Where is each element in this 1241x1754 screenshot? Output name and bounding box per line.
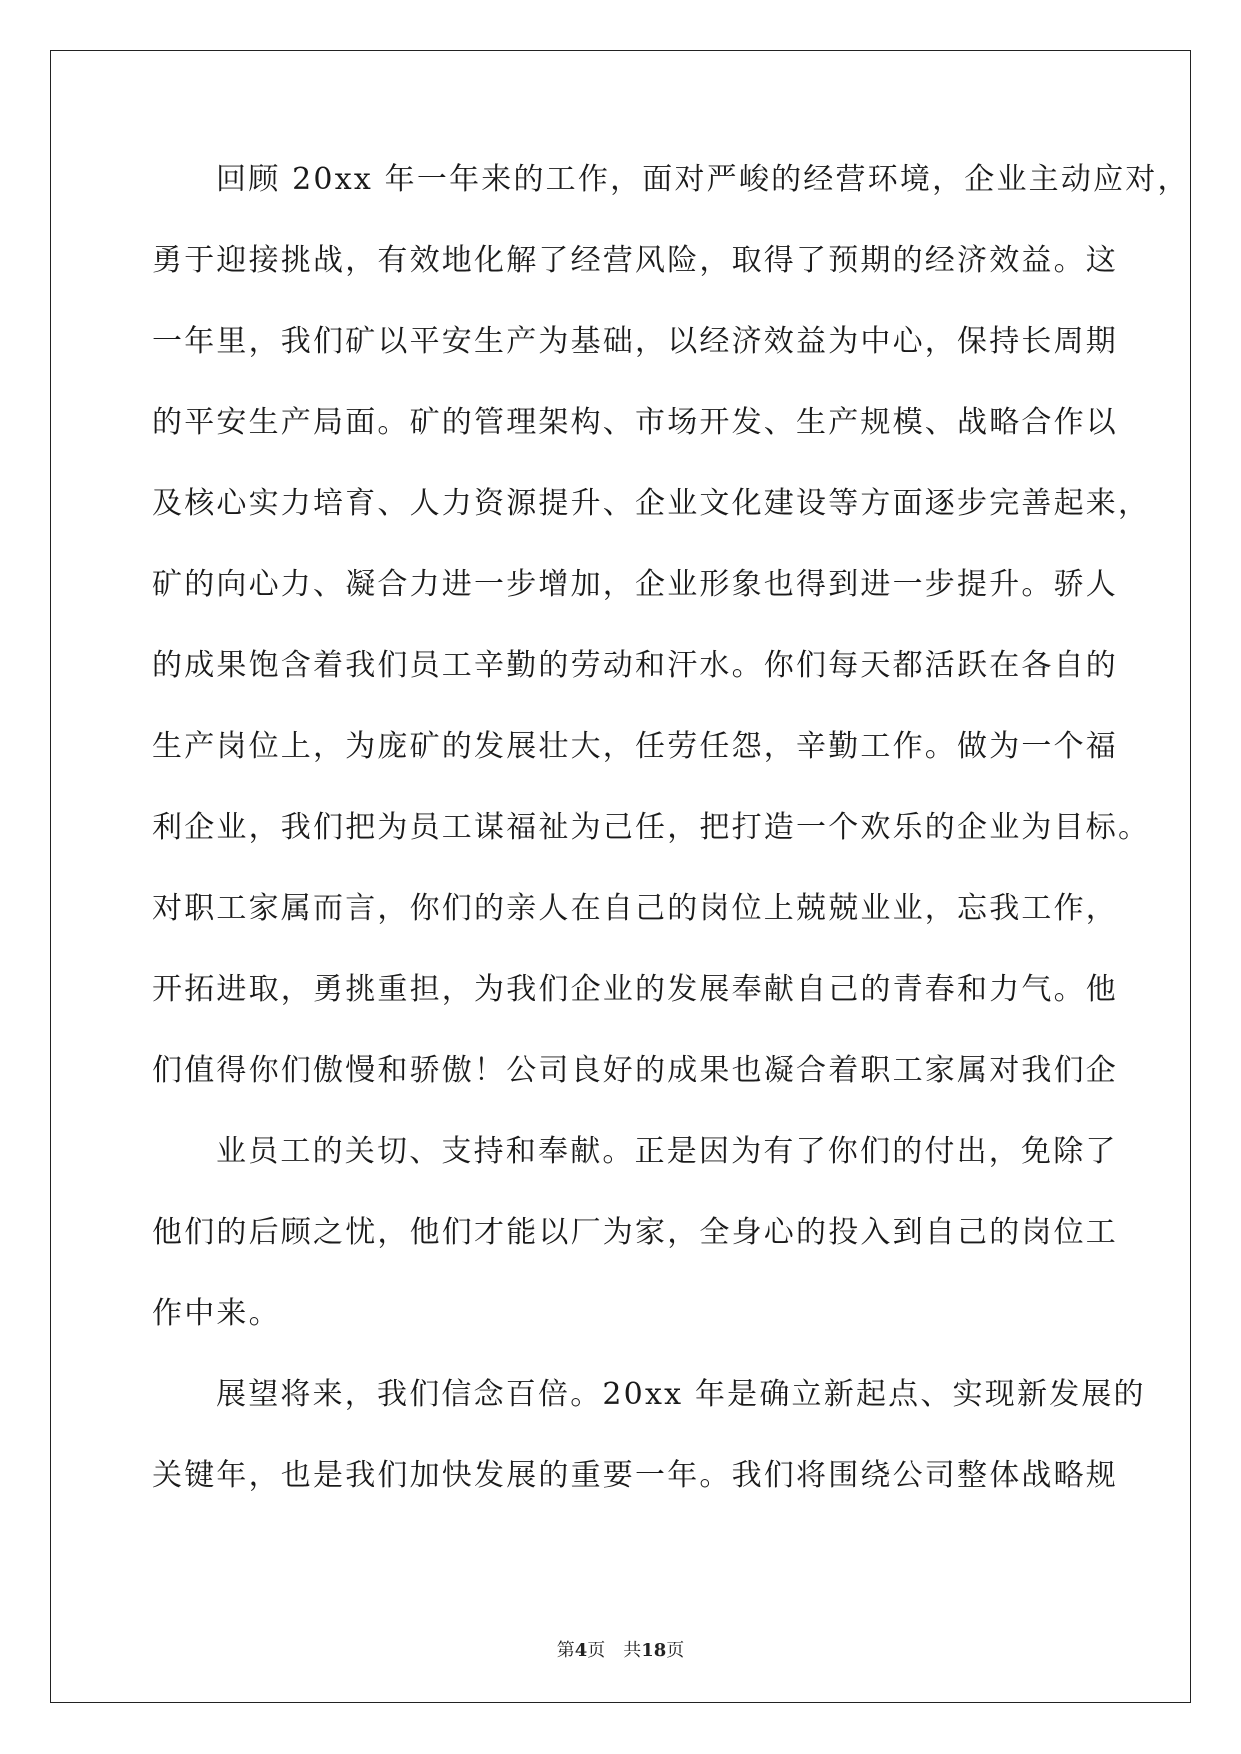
text-line: 他们的后顾之忧，他们才能以厂为家，全身心的投入到自己的岗位工 [152,1215,1118,1250]
page-number-footer [0,1636,1241,1662]
text-line: 展望将来，我们信念百倍。20xx 年是确立新起点、实现新发展的 [216,1377,1146,1412]
page-current: 4 [574,1640,588,1661]
text-line: 对职工家属而言，你们的亲人在自己的岗位上兢兢业业，忘我工作， [152,891,1118,926]
text-line: 开拓进取，勇挑重担，为我们企业的发展奉献自己的青春和力气。他 [152,972,1118,1007]
text-line: 矿的向心力、凝合力进一步增加，企业形象也得到进一步提升。骄人 [152,567,1118,602]
text-line: 勇于迎接挑战，有效地化解了经营风险，取得了预期的经济效益。这 [152,243,1118,278]
text-line: 业员工的关切、支持和奉献。正是因为有了你们的付出，免除了 [216,1134,1118,1169]
text-line: 作中来。 [152,1296,281,1331]
text-line: 的平安生产局面。矿的管理架构、市场开发、生产规模、战略合作以 [152,405,1118,440]
total-suffix: 页 [666,1640,685,1661]
text-line: 一年里，我们矿以平安生产为基础，以经济效益为中心，保持长周期 [152,324,1118,359]
document-body [152,160,1190,1537]
page-total: 18 [641,1640,667,1661]
text-line: 的成果饱含着我们员工辛勤的劳动和汗水。你们每天都活跃在各自的 [152,648,1118,683]
text-line: 关键年，也是我们加快发展的重要一年。我们将围绕公司整体战略规 [152,1458,1118,1493]
text-line: 回顾 20xx 年一年来的工作，面对严峻的经营环境，企业主动应对， [216,162,1190,197]
text-line: 及核心实力培育、人力资源提升、企业文化建设等方面逐步完善起来， [152,486,1151,521]
page-prefix: 第 [556,1640,575,1661]
total-prefix: 共 [623,1640,642,1661]
text-line: 们值得你们傲慢和骄傲！公司良好的成果也凝合着职工家属对我们企 [152,1053,1118,1088]
page-suffix: 页 [587,1640,606,1661]
text-line: 利企业，我们把为员工谋福祉为己任，把打造一个欢乐的企业为目标。 [152,810,1151,845]
text-line: 生产岗位上，为庞矿的发展壮大，任劳任怨，辛勤工作。做为一个福 [152,729,1118,764]
